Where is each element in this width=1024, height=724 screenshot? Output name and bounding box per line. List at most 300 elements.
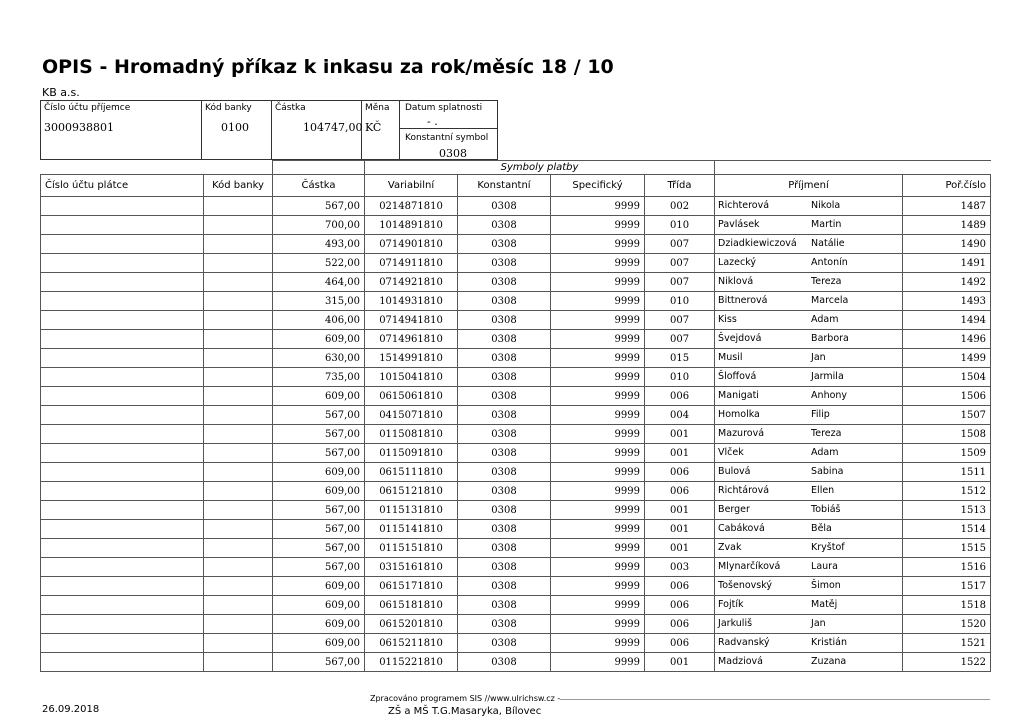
surname-text: Manigati <box>718 390 759 401</box>
name-cell <box>715 406 903 425</box>
class-cell: 007 <box>645 235 715 254</box>
order-cell: 1487 <box>903 197 991 216</box>
order-cell: 1514 <box>903 520 991 539</box>
first-name-text: Tereza <box>811 428 842 439</box>
amount-value: 104747,00 <box>303 121 363 134</box>
name-cell <box>715 539 903 558</box>
bank-name: KB a.s. <box>42 86 80 99</box>
amount-cell: 700,00 <box>273 216 365 235</box>
order-cell: 1511 <box>903 463 991 482</box>
variable-cell: 0714901810 <box>365 235 458 254</box>
payer-account-cell <box>41 425 204 444</box>
table-row <box>41 425 991 444</box>
name-cell <box>715 615 903 634</box>
surname-text: Švejdová <box>718 333 762 344</box>
first-name-text: Anhony <box>811 390 848 401</box>
constant-cell: 0308 <box>458 501 551 520</box>
specific-cell: 9999 <box>551 444 645 463</box>
variable-cell: 1014891810 <box>365 216 458 235</box>
amount-cell: 567,00 <box>273 558 365 577</box>
surname-text: Kiss <box>718 314 737 325</box>
first-name-text: Antonín <box>811 257 848 268</box>
col-order: Poř.číslo <box>903 175 991 197</box>
specific-cell: 9999 <box>551 349 645 368</box>
amount-cell: 493,00 <box>273 235 365 254</box>
specific-cell: 9999 <box>551 482 645 501</box>
surname-text: Zvak <box>718 542 742 553</box>
surname-text: Vlček <box>718 447 744 458</box>
first-name-text: Ellen <box>811 485 835 496</box>
surname-text: Fojtík <box>718 599 744 610</box>
col-payer-account: Číslo účtu plátce <box>41 175 204 197</box>
amount-cell: 315,00 <box>273 292 365 311</box>
amount-cell: 567,00 <box>273 520 365 539</box>
variable-cell: 1015041810 <box>365 368 458 387</box>
table-row <box>41 558 991 577</box>
variable-cell: 0115091810 <box>365 444 458 463</box>
specific-cell: 9999 <box>551 311 645 330</box>
bank-code-cell <box>204 387 273 406</box>
order-cell: 1516 <box>903 558 991 577</box>
first-name-text: Matěj <box>811 599 838 610</box>
table-row <box>41 539 991 558</box>
specific-cell: 9999 <box>551 558 645 577</box>
constant-cell: 0308 <box>458 406 551 425</box>
variable-cell: 0115081810 <box>365 425 458 444</box>
first-name-text: Barbora <box>811 333 849 344</box>
table-row <box>41 387 991 406</box>
table-row <box>41 273 991 292</box>
specific-cell: 9999 <box>551 197 645 216</box>
col-bank-code: Kód banky <box>204 175 273 197</box>
footer-processed: Zpracováno programem SIS //www.ulrichsw.cz - <box>370 694 561 703</box>
constant-cell: 0308 <box>458 463 551 482</box>
bank-code-cell <box>204 596 273 615</box>
order-cell: 1512 <box>903 482 991 501</box>
footer-line <box>560 699 990 700</box>
first-name-text: Nikola <box>811 200 841 211</box>
amount-cell: 567,00 <box>273 444 365 463</box>
account-value: 3000938801 <box>44 121 114 134</box>
variable-cell: 0615181810 <box>365 596 458 615</box>
name-cell <box>715 501 903 520</box>
table-row <box>41 577 991 596</box>
table-row <box>41 653 991 672</box>
first-name-text: Marcela <box>811 295 849 306</box>
surname-text: Jarkuliš <box>718 618 753 629</box>
constant-cell: 0308 <box>458 254 551 273</box>
class-cell: 010 <box>645 368 715 387</box>
specific-cell: 9999 <box>551 634 645 653</box>
table-row <box>41 254 991 273</box>
variable-cell: 0415071810 <box>365 406 458 425</box>
bank-code-cell <box>204 539 273 558</box>
name-cell <box>715 368 903 387</box>
payer-account-cell <box>41 539 204 558</box>
specific-cell: 9999 <box>551 425 645 444</box>
due-date-value: - . <box>427 115 438 128</box>
table-row <box>41 368 991 387</box>
constant-cell: 0308 <box>458 615 551 634</box>
print-date: 26.09.2018 <box>42 704 100 715</box>
amount-cell: 567,00 <box>273 539 365 558</box>
amount-cell: 609,00 <box>273 615 365 634</box>
bank-code-cell <box>204 216 273 235</box>
order-cell: 1518 <box>903 596 991 615</box>
table-row <box>41 235 991 254</box>
specific-cell: 9999 <box>551 463 645 482</box>
divider <box>271 101 272 159</box>
table-row <box>41 482 991 501</box>
surname-text: Bulová <box>718 466 751 477</box>
constant-cell: 0308 <box>458 577 551 596</box>
specific-cell: 9999 <box>551 501 645 520</box>
first-name-text: Běla <box>811 523 832 534</box>
specific-cell: 9999 <box>551 596 645 615</box>
payer-account-cell <box>41 463 204 482</box>
first-name-text: Adam <box>811 314 839 325</box>
class-cell: 001 <box>645 425 715 444</box>
constant-cell: 0308 <box>458 653 551 672</box>
surname-text: Pavlásek <box>718 219 760 230</box>
variable-cell: 0615061810 <box>365 387 458 406</box>
name-cell <box>715 482 903 501</box>
name-cell <box>715 653 903 672</box>
surname-text: Mazurová <box>718 428 765 439</box>
variable-cell: 0615201810 <box>365 615 458 634</box>
amount-cell: 609,00 <box>273 634 365 653</box>
specific-cell: 9999 <box>551 615 645 634</box>
bank-code-cell <box>204 653 273 672</box>
specific-cell: 9999 <box>551 368 645 387</box>
surname-text: Cabáková <box>718 523 765 534</box>
name-cell <box>715 596 903 615</box>
constant-cell: 0308 <box>458 330 551 349</box>
order-cell: 1496 <box>903 330 991 349</box>
symbols-label: Symboly platby <box>365 161 715 175</box>
payer-account-cell <box>41 273 204 292</box>
surname-text: Lazecký <box>718 257 757 268</box>
order-cell: 1517 <box>903 577 991 596</box>
bank-code-cell <box>204 254 273 273</box>
amount-cell: 567,00 <box>273 197 365 216</box>
constant-cell: 0308 <box>458 311 551 330</box>
payer-account-cell <box>41 368 204 387</box>
constant-cell: 0308 <box>458 520 551 539</box>
first-name-text: Šimon <box>811 580 841 591</box>
table-row <box>41 216 991 235</box>
bank-code-cell <box>204 520 273 539</box>
table-row <box>41 615 991 634</box>
amount-cell: 522,00 <box>273 254 365 273</box>
first-name-text: Tereza <box>811 276 842 287</box>
class-cell: 001 <box>645 653 715 672</box>
payer-account-cell <box>41 577 204 596</box>
name-cell <box>715 463 903 482</box>
name-cell <box>715 197 903 216</box>
payer-account-cell <box>41 254 204 273</box>
constant-cell: 0308 <box>458 292 551 311</box>
name-cell <box>715 330 903 349</box>
class-cell: 006 <box>645 463 715 482</box>
amount-cell: 609,00 <box>273 330 365 349</box>
payer-account-cell <box>41 216 204 235</box>
table-row <box>41 330 991 349</box>
bank-code-cell <box>204 273 273 292</box>
bank-code-cell <box>204 482 273 501</box>
class-cell: 006 <box>645 577 715 596</box>
currency-label: Měna <box>365 103 390 113</box>
order-cell: 1508 <box>903 425 991 444</box>
specific-cell: 9999 <box>551 406 645 425</box>
first-name-text: Martin <box>811 219 842 230</box>
first-name-text: Natálie <box>811 238 845 249</box>
first-name-text: Zuzana <box>811 656 847 667</box>
class-cell: 007 <box>645 311 715 330</box>
table-row <box>41 463 991 482</box>
table-row <box>41 349 991 368</box>
class-cell: 006 <box>645 615 715 634</box>
first-name-text: Sabina <box>811 466 844 477</box>
amount-cell: 609,00 <box>273 463 365 482</box>
first-name-text: Filip <box>811 409 830 420</box>
amount-cell: 406,00 <box>273 311 365 330</box>
payer-account-cell <box>41 349 204 368</box>
amount-cell: 567,00 <box>273 501 365 520</box>
table-row <box>41 501 991 520</box>
bank-code-cell <box>204 425 273 444</box>
variable-cell: 0615121810 <box>365 482 458 501</box>
amount-cell: 609,00 <box>273 482 365 501</box>
variable-cell: 0115151810 <box>365 539 458 558</box>
payer-account-cell <box>41 292 204 311</box>
due-date-label: Datum splatnosti <box>405 103 483 113</box>
name-cell <box>715 349 903 368</box>
table-row <box>41 596 991 615</box>
constant-cell: 0308 <box>458 216 551 235</box>
first-name-text: Kristián <box>811 637 847 648</box>
order-cell: 1515 <box>903 539 991 558</box>
bank-code-cell <box>204 311 273 330</box>
bank-code-cell <box>204 368 273 387</box>
surname-text: Niklová <box>718 276 754 287</box>
surname-text: Homolka <box>718 409 760 420</box>
first-name-text: Laura <box>811 561 838 572</box>
bank-code-cell <box>204 463 273 482</box>
payer-account-cell <box>41 406 204 425</box>
bank-code-cell <box>204 292 273 311</box>
surname-text: Radvanský <box>718 637 770 648</box>
name-cell <box>715 558 903 577</box>
name-cell <box>715 273 903 292</box>
order-cell: 1520 <box>903 615 991 634</box>
order-cell: 1489 <box>903 216 991 235</box>
table-row <box>41 292 991 311</box>
payer-account-cell <box>41 444 204 463</box>
class-cell: 001 <box>645 520 715 539</box>
constant-cell: 0308 <box>458 539 551 558</box>
name-cell <box>715 292 903 311</box>
col-class: Třída <box>645 175 715 197</box>
payer-account-cell <box>41 387 204 406</box>
recipient-header-box <box>40 100 498 160</box>
col-amount: Částka <box>273 175 365 197</box>
constant-cell: 0308 <box>458 349 551 368</box>
order-cell: 1490 <box>903 235 991 254</box>
payer-account-cell <box>41 330 204 349</box>
variable-cell: 0115131810 <box>365 501 458 520</box>
payer-account-cell <box>41 501 204 520</box>
constant-cell: 0308 <box>458 273 551 292</box>
class-cell: 004 <box>645 406 715 425</box>
first-name-text: Adam <box>811 447 839 458</box>
order-cell: 1506 <box>903 387 991 406</box>
surname-text: Musil <box>718 352 743 363</box>
payments-table <box>40 160 991 672</box>
table-row <box>41 197 991 216</box>
class-cell: 015 <box>645 349 715 368</box>
bank-code-cell <box>204 197 273 216</box>
class-cell: 001 <box>645 501 715 520</box>
payer-account-cell <box>41 520 204 539</box>
amount-cell: 630,00 <box>273 349 365 368</box>
specific-cell: 9999 <box>551 254 645 273</box>
first-name-text: Jan <box>811 352 826 363</box>
constant-cell: 0308 <box>458 482 551 501</box>
class-cell: 006 <box>645 596 715 615</box>
class-cell: 001 <box>645 444 715 463</box>
order-cell: 1499 <box>903 349 991 368</box>
constant-cell: 0308 <box>458 387 551 406</box>
class-cell: 001 <box>645 539 715 558</box>
table-row <box>41 634 991 653</box>
order-cell: 1522 <box>903 653 991 672</box>
specific-cell: 9999 <box>551 387 645 406</box>
payer-account-cell <box>41 482 204 501</box>
name-cell <box>715 444 903 463</box>
surname-text: Berger <box>718 504 750 515</box>
amount-cell: 464,00 <box>273 273 365 292</box>
variable-cell: 1014931810 <box>365 292 458 311</box>
first-name-text: Jan <box>811 618 826 629</box>
amount-cell: 609,00 <box>273 596 365 615</box>
surname-text: Bittnerová <box>718 295 768 306</box>
amount-cell: 567,00 <box>273 425 365 444</box>
table-row <box>41 520 991 539</box>
variable-cell: 0214871810 <box>365 197 458 216</box>
constant-symbol-label: Konstantní symbol <box>405 133 489 143</box>
divider <box>201 101 202 159</box>
bank-code-cell <box>204 349 273 368</box>
first-name-text: Kryštof <box>811 542 845 553</box>
class-cell: 003 <box>645 558 715 577</box>
variable-cell: 1514991810 <box>365 349 458 368</box>
bank-code-cell <box>204 444 273 463</box>
class-cell: 006 <box>645 387 715 406</box>
order-cell: 1492 <box>903 273 991 292</box>
constant-cell: 0308 <box>458 444 551 463</box>
col-specific: Specifický <box>551 175 645 197</box>
variable-cell: 0615111810 <box>365 463 458 482</box>
divider <box>399 128 497 129</box>
variable-cell: 0714911810 <box>365 254 458 273</box>
account-label: Číslo účtu příjemce <box>44 103 131 113</box>
class-cell: 002 <box>645 197 715 216</box>
order-cell: 1493 <box>903 292 991 311</box>
bank-code-cell <box>204 558 273 577</box>
payer-account-cell <box>41 558 204 577</box>
payer-account-cell <box>41 235 204 254</box>
amount-cell: 735,00 <box>273 368 365 387</box>
constant-cell: 0308 <box>458 425 551 444</box>
table-row <box>41 406 991 425</box>
bank-code-cell <box>204 330 273 349</box>
col-constant: Konstantní <box>458 175 551 197</box>
constant-cell: 0308 <box>458 197 551 216</box>
class-cell: 006 <box>645 482 715 501</box>
order-cell: 1513 <box>903 501 991 520</box>
class-cell: 006 <box>645 634 715 653</box>
bank-code-cell <box>204 406 273 425</box>
specific-cell: 9999 <box>551 520 645 539</box>
constant-cell: 0308 <box>458 558 551 577</box>
order-cell: 1521 <box>903 634 991 653</box>
bank-code-label: Kód banky <box>205 103 252 113</box>
name-cell <box>715 311 903 330</box>
specific-cell: 9999 <box>551 577 645 596</box>
specific-cell: 9999 <box>551 292 645 311</box>
variable-cell: 0714921810 <box>365 273 458 292</box>
col-variable: Variabilní <box>365 175 458 197</box>
payer-account-cell <box>41 311 204 330</box>
constant-cell: 0308 <box>458 634 551 653</box>
first-name-text: Tobiáš <box>811 504 841 515</box>
bank-code-cell <box>204 634 273 653</box>
amount-cell: 567,00 <box>273 653 365 672</box>
class-cell: 007 <box>645 330 715 349</box>
table-row <box>41 311 991 330</box>
first-name-text: Jarmila <box>811 371 844 382</box>
payer-account-cell <box>41 615 204 634</box>
class-cell: 010 <box>645 216 715 235</box>
name-cell <box>715 520 903 539</box>
bank-code-cell <box>204 577 273 596</box>
order-cell: 1494 <box>903 311 991 330</box>
bank-code-cell <box>204 501 273 520</box>
specific-cell: 9999 <box>551 539 645 558</box>
payer-account-cell <box>41 653 204 672</box>
surname-text: Richtárová <box>718 485 770 496</box>
table-row <box>41 444 991 463</box>
amount-cell: 567,00 <box>273 406 365 425</box>
specific-cell: 9999 <box>551 216 645 235</box>
payer-account-cell <box>41 634 204 653</box>
surname-text: Mlynarčíková <box>718 561 781 572</box>
bank-code-cell <box>204 235 273 254</box>
amount-cell: 609,00 <box>273 577 365 596</box>
order-cell: 1491 <box>903 254 991 273</box>
bank-code-value: 0100 <box>221 121 249 134</box>
payer-account-cell <box>41 596 204 615</box>
variable-cell: 0315161810 <box>365 558 458 577</box>
variable-cell: 0714961810 <box>365 330 458 349</box>
column-header-row <box>41 175 991 197</box>
specific-cell: 9999 <box>551 235 645 254</box>
divider <box>399 101 400 159</box>
surname-text: Dziadkiewiczová <box>718 238 797 249</box>
name-cell <box>715 387 903 406</box>
name-cell <box>715 577 903 596</box>
